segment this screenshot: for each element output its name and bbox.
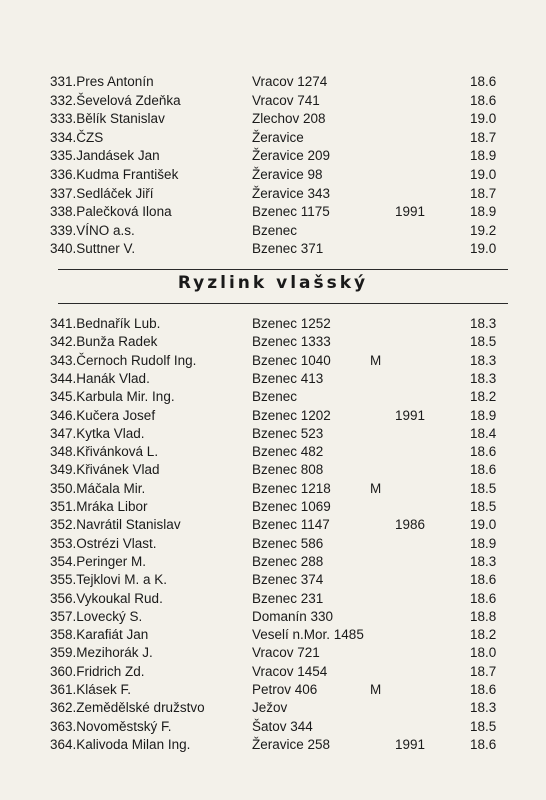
grower-name: 348.Křivánková L. <box>50 444 159 460</box>
grower-name: 332.Ševelová Zdeňka <box>50 92 181 108</box>
address: Zlechov 208 <box>252 111 326 127</box>
score: 18.9 <box>470 407 497 423</box>
list-item <box>0 571 546 589</box>
address: Bzenec 1218 <box>252 480 331 496</box>
address: Bzenec 1202 <box>252 407 331 423</box>
medal-mark: M <box>370 352 382 368</box>
address: Bzenec 523 <box>252 425 324 441</box>
list-item <box>0 129 546 147</box>
grower-name: 347.Kytka Vlad. <box>50 425 145 441</box>
vintage-year: 1991 <box>395 204 426 220</box>
grower-name: 355.Tejklovi M. a K. <box>50 572 168 588</box>
address: Bzenec 1252 <box>252 316 331 331</box>
list-item <box>0 222 546 240</box>
score: 18.5 <box>470 480 497 496</box>
address: Bzenec 371 <box>252 241 324 257</box>
address: Bzenec 1147 <box>252 517 330 533</box>
list-item <box>0 315 546 333</box>
section-title: Ryzlink vlašský <box>177 273 369 293</box>
score: 18.6 <box>470 590 497 606</box>
grower-name: 339.VÍNO a.s. <box>50 222 135 238</box>
list-item <box>0 461 546 479</box>
score: 18.4 <box>470 425 497 441</box>
grower-name: 359.Mezihorák J. <box>50 645 153 661</box>
list-item <box>0 644 546 662</box>
list-item <box>0 608 546 626</box>
address: Domanín 330 <box>252 608 334 624</box>
score: 18.7 <box>470 129 497 145</box>
address: Petrov 406 <box>252 682 318 697</box>
address: Bzenec 1069 <box>252 499 331 514</box>
list-item <box>0 480 546 498</box>
score: 19.0 <box>470 111 497 127</box>
score: 18.3 <box>470 316 497 331</box>
score: 18.3 <box>470 553 497 569</box>
score: 18.9 <box>470 204 497 220</box>
divider-top <box>58 269 508 270</box>
divider-bottom <box>58 303 508 304</box>
grower-name: 344.Hanák Vlad. <box>50 370 150 386</box>
grower-name: 335.Jandásek Jan <box>50 148 160 164</box>
grower-name: 349.Křivánek Vlad <box>50 462 160 478</box>
grower-name: 363.Novoměstský F. <box>50 718 172 734</box>
address: Vracov 1274 <box>252 74 328 89</box>
grower-name: 341.Bednařík Lub. <box>50 316 161 331</box>
score: 18.7 <box>470 185 497 201</box>
grower-name: 362.Zemědělské družstvo <box>50 700 205 716</box>
address: Žeravice 209 <box>252 148 331 164</box>
address: Bzenec 482 <box>252 444 324 460</box>
score: 18.6 <box>470 682 497 697</box>
vintage-year: 1986 <box>395 517 426 533</box>
score: 18.6 <box>470 462 497 478</box>
grower-name: 364.Kalivoda Milan Ing. <box>50 736 191 752</box>
list-item <box>0 663 546 681</box>
address: Bzenec 231 <box>252 590 324 606</box>
list-item <box>0 516 546 534</box>
grower-name: 331.Pres Antonín <box>50 74 154 89</box>
list-item <box>0 535 546 553</box>
grower-name: 337.Sedláček Jiří <box>50 185 154 201</box>
list-item <box>0 425 546 443</box>
grower-name: 357.Lovecký S. <box>50 608 143 624</box>
address: Žeravice 343 <box>252 185 331 201</box>
list-item <box>0 147 546 165</box>
list-item <box>0 590 546 608</box>
score: 18.3 <box>470 352 497 368</box>
grower-name: 353.Ostrézi Vlast. <box>50 535 157 551</box>
score: 18.5 <box>470 718 497 734</box>
address: Bzenec 288 <box>252 553 324 569</box>
grower-name: 338.Palečková Ilona <box>50 204 172 220</box>
address: Žeravice 258 <box>252 736 331 752</box>
list-item <box>0 699 546 717</box>
list-item <box>0 333 546 351</box>
score: 18.2 <box>470 627 497 643</box>
grower-name: 343.Černoch Rudolf Ing. <box>50 352 197 368</box>
list-item <box>0 407 546 425</box>
address: Bzenec 808 <box>252 462 324 478</box>
list-item <box>0 110 546 128</box>
list-item <box>0 240 546 258</box>
grower-name: 340.Suttner V. <box>50 241 136 257</box>
score: 19.2 <box>470 222 497 238</box>
score: 18.0 <box>470 645 497 661</box>
grower-name: 352.Navrátil Stanislav <box>50 517 181 533</box>
list-item <box>0 736 546 754</box>
list-item <box>0 388 546 406</box>
score: 18.2 <box>470 389 497 405</box>
grower-name: 342.Bunža Radek <box>50 334 158 350</box>
list-item <box>0 626 546 644</box>
score: 18.6 <box>470 572 497 588</box>
grower-name: 354.Peringer M. <box>50 553 147 569</box>
address: Žeravice 98 <box>252 167 323 182</box>
address: Vracov 741 <box>252 92 320 108</box>
score: 18.8 <box>470 608 497 624</box>
grower-name: 358.Karafiát Jan <box>50 627 149 643</box>
address: Bzenec 1040 <box>252 352 331 368</box>
grower-name: 345.Karbula Mir. Ing. <box>50 389 175 405</box>
address: Ježov <box>252 700 288 716</box>
address: Šatov 344 <box>252 718 313 734</box>
list-item <box>0 443 546 461</box>
list-item <box>0 166 546 184</box>
address: Vracov 1454 <box>252 663 328 679</box>
vintage-year: 1991 <box>395 407 426 423</box>
address: Veselí n.Mor. 1485 <box>252 627 364 643</box>
address: Bzenec 1175 <box>252 204 330 220</box>
score: 18.5 <box>470 334 497 350</box>
score: 19.0 <box>470 241 497 257</box>
score: 18.6 <box>470 736 497 752</box>
list-item <box>0 553 546 571</box>
medal-mark: M <box>370 480 382 496</box>
score: 18.6 <box>470 92 497 108</box>
score: 19.0 <box>470 167 497 182</box>
grower-name: 361.Klásek F. <box>50 682 132 697</box>
grower-name: 360.Fridrich Zd. <box>50 663 145 679</box>
score: 18.9 <box>470 535 497 551</box>
medal-mark: M <box>370 682 382 697</box>
list-item <box>0 185 546 203</box>
address: Vracov 721 <box>252 645 320 661</box>
address: Bzenec <box>252 389 298 405</box>
score: 18.9 <box>470 148 497 164</box>
vintage-year: 1991 <box>395 736 426 752</box>
grower-name: 350.Máčala Mir. <box>50 480 146 496</box>
score: 19.0 <box>470 517 497 533</box>
address: Bzenec 374 <box>252 572 324 588</box>
list-item <box>0 681 546 699</box>
grower-name: 346.Kučera Josef <box>50 407 156 423</box>
score: 18.6 <box>470 74 497 89</box>
score: 18.6 <box>470 444 497 460</box>
list-item <box>0 718 546 736</box>
grower-name: 333.Bělík Stanislav <box>50 111 165 127</box>
list-item <box>0 92 546 110</box>
list-item <box>0 203 546 221</box>
score: 18.7 <box>470 663 497 679</box>
score: 18.3 <box>470 700 497 716</box>
grower-name: 356.Vykoukal Rud. <box>50 590 163 606</box>
address: Žeravice <box>252 129 304 145</box>
list-item <box>0 352 546 370</box>
address: Bzenec 586 <box>252 535 324 551</box>
score: 18.3 <box>470 370 497 386</box>
grower-name: 336.Kudma František <box>50 167 179 182</box>
address: Bzenec <box>252 222 298 238</box>
grower-name: 334.ČZS <box>50 129 104 145</box>
score: 18.5 <box>470 499 497 514</box>
grower-name: 351.Mráka Libor <box>50 499 148 514</box>
list-item <box>0 370 546 388</box>
list-item <box>0 73 546 91</box>
address: Bzenec 413 <box>252 370 324 386</box>
address: Bzenec 1333 <box>252 334 331 350</box>
list-item <box>0 498 546 516</box>
